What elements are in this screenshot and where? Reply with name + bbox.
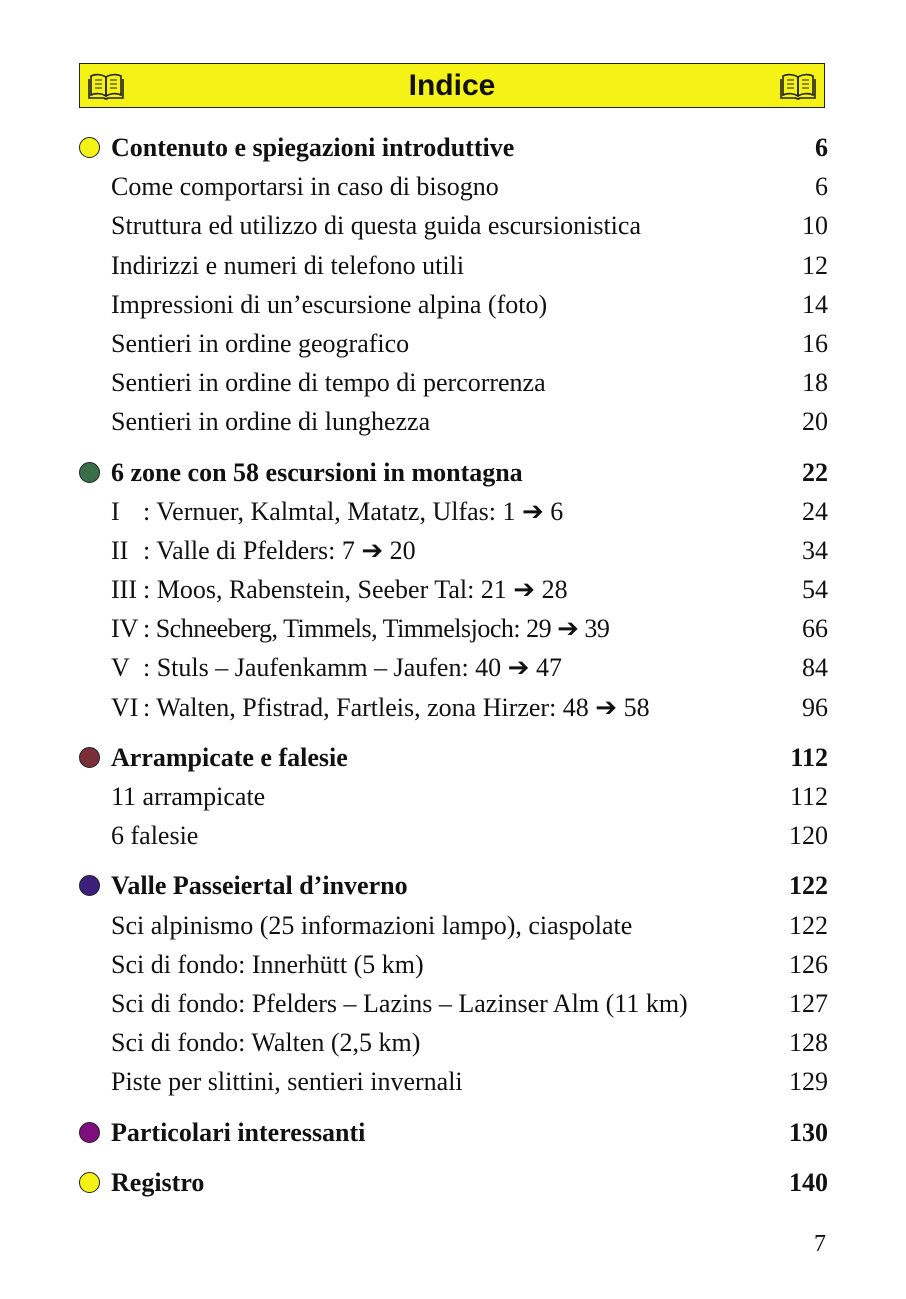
entry-label: Sentieri in ordine di tempo di percorrenza [111,368,546,398]
page-ref: 112 [790,742,828,772]
section-title: Arrampicate e falesie [111,742,348,772]
section-title: Contenuto e spiegazioni introduttive [111,133,515,162]
page-ref: 22 [802,457,828,487]
toc-entry[interactable] [79,688,828,727]
toc-entry[interactable] [79,363,828,402]
zone-number: I [111,496,120,526]
section-title: Registro [111,1167,205,1197]
zone-number: III [111,575,137,605]
yellow-dot-icon [79,137,100,158]
page-ref: 16 [802,328,828,358]
section-heading[interactable] [79,128,828,167]
entry-label: Sci di fondo: Innerhütt (5 km) [111,949,424,979]
toc-section [79,1113,828,1152]
indigo-dot-icon [79,875,100,896]
entry-label: : Walten, Pfistrad, Fartleis, zona Hirzer: 48 ➔ 58 [143,692,650,722]
toc-section [79,453,828,727]
section-heading[interactable] [79,866,828,905]
page-number: 7 [814,1231,826,1257]
page-ref: 34 [802,535,828,565]
page-ref: 6 [815,172,828,202]
entry-label: Impressioni di un’escursione alpina (foto) [111,289,548,319]
toc-entry[interactable] [79,570,828,609]
section-heading[interactable] [79,1113,828,1152]
entry-label: : Valle di Pfelders: 7 ➔ 20 [143,535,416,565]
toc-entry[interactable] [79,945,828,984]
toc-entry[interactable] [79,1023,828,1062]
yellow-dot-icon [79,1172,100,1193]
toc-entry[interactable] [79,816,828,855]
table-of-contents [79,128,828,1213]
entry-label: Sentieri in ordine geografico [111,328,410,358]
entry-label: Sentieri in ordine di lunghezza [111,407,431,437]
open-book-icon [780,71,816,101]
toc-section [79,1163,828,1202]
toc-entry[interactable] [79,984,828,1023]
page-ref: 112 [789,782,828,811]
page-ref: 120 [789,821,828,851]
index-header [79,63,825,108]
page-ref: 84 [802,653,828,683]
toc-entry[interactable] [79,1062,828,1101]
section-title: Valle Passeiertal d’inverno [111,871,408,901]
entry-label: Indirizzi e numeri di telefono utili [111,250,465,280]
toc-entry[interactable] [79,402,828,441]
section-title: Particolari interessanti [111,1117,366,1147]
page-ref: 14 [802,289,828,319]
page-ref: 128 [789,1028,828,1058]
page-ref: 96 [802,692,828,722]
toc-section [79,866,828,1101]
page-ref: 129 [789,1067,828,1097]
toc-entry[interactable] [79,906,828,945]
zone-number: II [111,535,129,565]
toc-entry[interactable] [79,246,828,285]
toc-entry[interactable] [79,167,828,206]
toc-entry[interactable] [79,531,828,570]
toc-section [79,128,828,442]
purple-dot-icon [79,1122,100,1143]
index-title: Indice [408,68,496,102]
toc-section [79,738,828,856]
toc-entry[interactable] [79,648,828,687]
page-ref: 20 [802,407,828,437]
entry-label: Come comportarsi in caso di bisogno [111,172,499,202]
entry-label: Piste per slittini, sentieri invernali [111,1067,463,1097]
toc-entry[interactable] [79,324,828,363]
green-dot-icon [79,462,100,483]
entry-label: Sci alpinismo (25 informazioni lampo), ciaspolate [111,910,633,940]
entry-label: 11 arrampicate [111,782,266,811]
entry-label: Sci di fondo: Pfelders – Lazins – Lazinser Alm (11 km) [111,988,688,1018]
page-ref: 10 [802,211,828,241]
section-heading[interactable] [79,1163,828,1202]
section-title: 6 zone con 58 escursioni in montagna [111,457,523,487]
zone-number: V [111,653,130,683]
maroon-dot-icon [79,747,100,768]
toc-entry[interactable] [79,206,828,245]
page-ref: 126 [789,949,828,979]
toc-entry[interactable] [79,285,828,324]
page-ref: 127 [789,988,828,1018]
entry-label: Struttura ed utilizzo di questa guida escursionistica [111,211,641,241]
page-ref: 6 [815,133,828,162]
page-ref: 140 [789,1167,828,1197]
zone-number: IV [111,614,139,644]
page-ref: 12 [802,250,828,280]
toc-entry[interactable] [79,492,828,531]
entry-label: 6 falesie [111,821,199,851]
toc-entry[interactable] [79,777,828,816]
page-ref: 122 [789,871,828,901]
entry-label: : Schneeberg, Timmels, Timmelsjoch: 29 ➔ 39 [143,614,610,644]
page-ref: 54 [802,575,828,605]
page-ref: 18 [802,368,828,398]
page-ref: 24 [802,496,828,526]
entry-label: : Moos, Rabenstein, Seeber Tal: 21 ➔ 28 [143,575,568,605]
section-heading[interactable] [79,453,828,492]
zone-number: VI [111,692,139,722]
entry-label: Sci di fondo: Walten (2,5 km) [111,1028,421,1058]
page-ref: 122 [789,910,828,940]
toc-entry[interactable] [79,609,828,648]
section-heading[interactable] [79,738,828,777]
entry-label: : Stuls – Jaufenkamm – Jaufen: 40 ➔ 47 [143,653,562,683]
entry-label: : Vernuer, Kalmtal, Matatz, Ulfas: 1 ➔ 6 [143,496,564,526]
page-ref: 130 [789,1117,828,1147]
page-ref: 66 [802,614,828,644]
